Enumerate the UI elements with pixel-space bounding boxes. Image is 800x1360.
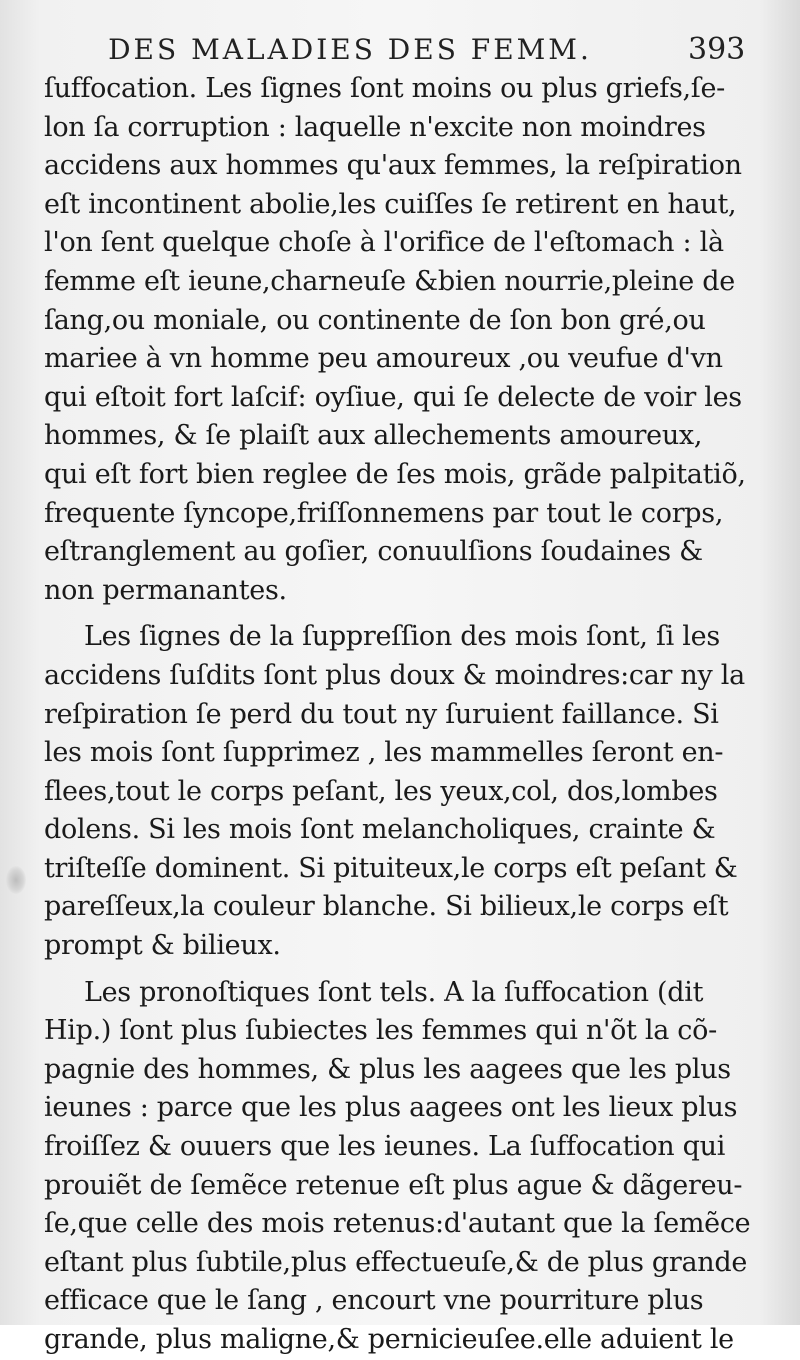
text-line: non permanantes.	[44, 574, 287, 606]
text-line: qui eſt fort bien reglee de ſes mois, grãde palpitatiõ,	[44, 458, 746, 490]
text-line: frequente ſyncope,friſſonnemens par tout le corps,	[44, 497, 724, 529]
page-number: 393	[688, 32, 746, 67]
text-line: mariee à vn homme peu amoureux ,ou veufue d'vn	[44, 343, 723, 375]
text-line: l'on ſent quelque choſe à l'orifice de l'eſtomach : là	[44, 227, 724, 259]
running-title: DES MALADIES DES FEMM.	[108, 33, 592, 66]
text-line: triſteſſe dominent. Si pituiteux,le corps eſt peſant &	[44, 852, 738, 884]
paragraph-1	[44, 70, 754, 610]
text-line: eſt incontinent abolie,les cuiſſes ſe retirent en haut,	[44, 188, 737, 220]
text-line: accidens aux hommes qu'aux femmes, la reſpiration	[44, 150, 742, 182]
text-line: pareſſeux,la couleur blanche. Si bilieux,le corps eſt	[44, 891, 729, 923]
text-line: efficace que le ſang , encourt vne pourriture plus	[44, 1285, 704, 1317]
text-line: flees,tout le corps peſant, les yeux,col, dos,lombes	[44, 775, 718, 807]
text-line: qui eſtoit fort laſcif: oyſiue, qui ſe delecte de voir les	[44, 381, 742, 413]
text-line: lon ſa corruption : laquelle n'excite non moindres	[44, 111, 706, 143]
text-line: prompt & bilieux.	[44, 930, 281, 962]
text-line: prouiẽt de ſemẽce retenue eſt plus ague & dãgereu-	[44, 1169, 743, 1201]
text-line: eſtranglement au goſier, conuulſions ſoudaines &	[44, 536, 703, 568]
body-text	[44, 70, 754, 1360]
text-line: reſpiration ſe perd du tout ny ſuruient faillance. Si	[44, 698, 719, 730]
text-line: eſtant plus ſubtile,plus effectueuſe,& de plus grande	[44, 1246, 748, 1278]
paragraph-2	[44, 618, 754, 965]
ink-smudge-mark	[6, 866, 26, 894]
text-line: pagnie des hommes, & plus les aagees que les plus	[44, 1053, 731, 1085]
text-line: Hip.) ſont plus ſubiectes les femmes qui n'õt la cõ-	[44, 1015, 717, 1047]
text-line: femme eſt ieune,charneuſe &bien nourrie,pleine de	[44, 265, 735, 297]
text-line: hommes, & ſe plaiſt aux allechements amoureux,	[44, 420, 703, 452]
text-line: Les ſignes de la ſuppreſſion des mois ſont, ſi les	[84, 621, 720, 653]
text-line: grande, plus maligne,& pernicieuſee.elle aduient le	[44, 1324, 734, 1355]
paragraph-3	[44, 974, 754, 1360]
text-line: ieunes : parce que les plus aagees ont les lieux plus	[44, 1092, 738, 1124]
text-line: froiſſez & ouuers que les ieunes. La ſuffocation qui	[44, 1131, 726, 1163]
text-line: accidens ſuſdits ſont plus doux & moindres:car ny la	[44, 659, 745, 691]
text-line: Les pronoſtiques ſont tels. A la ſuffocation (dit	[84, 976, 704, 1008]
text-line: les mois ſont ſupprimez , les mammelles ſeront en-	[44, 737, 724, 769]
text-line: dolens. Si les mois ſont melancholiques, crainte &	[44, 814, 716, 846]
text-line: ſuffocation. Les ſignes ſont moins ou plus griefs,ſe-	[44, 73, 725, 104]
text-line: ſe,que celle des mois retenus:d'autant que la ſemẽce	[44, 1208, 751, 1240]
text-line: ſang,ou moniale, ou continente de ſon bon gré,ou	[44, 304, 706, 336]
